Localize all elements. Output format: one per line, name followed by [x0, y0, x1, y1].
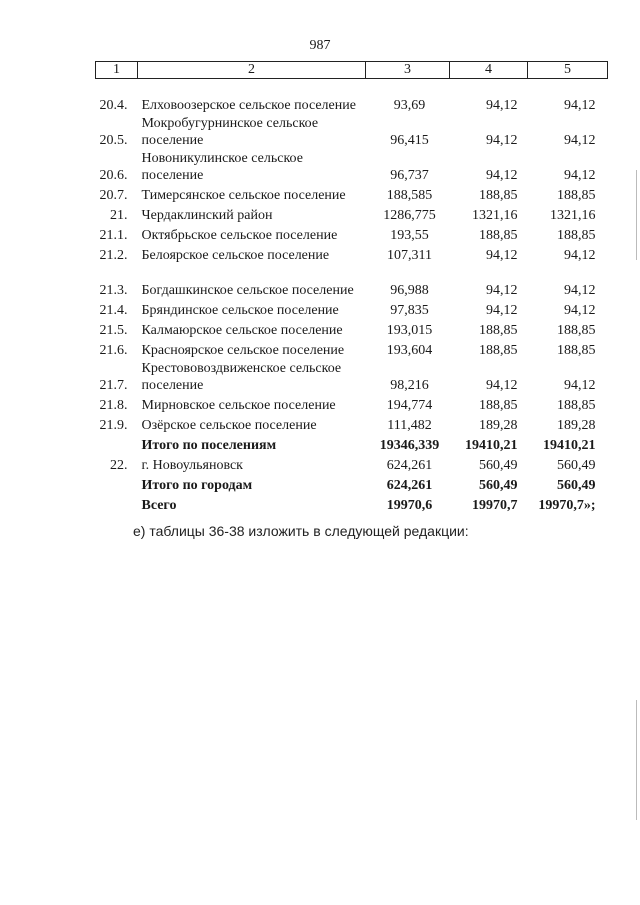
row-name-cell: Озёрское сельское поселение	[141, 417, 317, 433]
value-col4-cell: 1321,16	[472, 207, 518, 223]
value-col3-cell: 624,261	[386, 477, 433, 493]
row-number-cell: 22.	[110, 457, 128, 473]
value-col3-cell: 19346,339	[379, 437, 440, 453]
value-col5-cell: 19970,7»;	[538, 497, 596, 513]
row-number-cell: 21.8.	[99, 397, 128, 413]
value-col3-cell: 96,737	[390, 167, 429, 183]
row-name-cell: Мирновское сельское поселение	[141, 397, 336, 413]
value-col5-cell: 188,85	[557, 322, 596, 338]
table-row	[96, 474, 608, 494]
value-col3-cell: 193,015	[386, 322, 433, 338]
table-row	[96, 454, 608, 474]
value-col3-cell: 188,585	[386, 187, 433, 203]
row-number-cell: 21.7.	[99, 377, 128, 393]
scan-edge-mark	[636, 700, 637, 820]
value-col5-cell: 1321,16	[550, 207, 596, 223]
row-name-cell: Крестововоздвиженское сельское поселение	[141, 360, 342, 393]
page-number: 987	[309, 38, 331, 53]
value-col4-cell: 188,85	[479, 342, 518, 358]
table-body	[96, 79, 608, 514]
row-number-cell: 21.2.	[99, 247, 128, 263]
header-cell: 4	[450, 62, 528, 79]
value-col3-cell: 97,835	[390, 302, 429, 318]
row-name-cell: Белоярское сельское поселение	[141, 247, 330, 263]
row-number-cell: 21.5.	[99, 322, 128, 338]
row-name-cell: г. Новоульяновск	[141, 457, 243, 473]
row-name-cell: Октябрьское сельское поселение	[141, 227, 338, 243]
row-number-cell: 20.5.	[99, 132, 128, 148]
value-col3-cell: 194,774	[386, 397, 433, 413]
row-number-cell	[96, 434, 138, 454]
table-row	[96, 149, 608, 184]
value-col5-cell: 94,12	[564, 97, 596, 113]
row-number-cell: 21.9.	[99, 417, 128, 433]
value-col5-cell: 94,12	[564, 282, 596, 298]
value-col4-cell: 94,12	[486, 97, 518, 113]
value-col3-cell: 96,415	[390, 132, 429, 148]
value-col3-cell: 193,55	[390, 227, 429, 243]
value-col3-cell: 107,311	[387, 247, 432, 263]
header-cell: 1	[96, 62, 138, 79]
row-number-cell: 20.6.	[99, 167, 128, 183]
data-table	[95, 61, 608, 514]
table-row	[96, 494, 608, 514]
value-col4-cell: 94,12	[486, 247, 518, 263]
value-col3-cell: 98,216	[390, 377, 429, 393]
value-col5-cell: 94,12	[564, 132, 596, 148]
row-number-cell: 21.3.	[99, 282, 128, 298]
table-row	[96, 204, 608, 224]
value-col5-cell: 189,28	[557, 417, 596, 433]
row-number-cell: 21.1.	[99, 227, 128, 243]
value-col5-cell: 188,85	[557, 397, 596, 413]
value-col4-cell: 94,12	[486, 282, 518, 298]
value-col5-cell: 188,85	[557, 187, 596, 203]
row-name-cell: Итого по городам	[141, 477, 253, 493]
table-row	[96, 264, 608, 299]
value-col3-cell: 96,988	[390, 282, 429, 298]
table-row	[96, 244, 608, 264]
value-col3-cell: 193,604	[386, 342, 433, 358]
table-row	[96, 79, 608, 114]
value-col5-cell: 560,49	[557, 477, 596, 493]
row-name-cell: Калмаюрское сельское поселение	[141, 322, 343, 338]
value-col5-cell: 94,12	[564, 167, 596, 183]
row-number-cell: 20.4.	[99, 97, 128, 113]
value-col4-cell: 560,49	[479, 457, 518, 473]
value-col5-cell: 94,12	[564, 302, 596, 318]
table-row	[96, 359, 608, 394]
header-cell: 3	[366, 62, 450, 79]
table-row	[96, 394, 608, 414]
value-col3-cell: 19970,6	[386, 497, 433, 513]
row-number-cell	[96, 474, 138, 494]
value-col4-cell: 188,85	[479, 397, 518, 413]
scan-edge-mark	[636, 170, 637, 260]
value-col4-cell: 189,28	[479, 417, 518, 433]
row-number-cell	[96, 494, 138, 514]
value-col4-cell: 19970,7	[472, 497, 518, 513]
table-row	[96, 299, 608, 319]
row-name-cell: Елховоозерское сельское поселение	[141, 97, 356, 113]
value-col4-cell: 94,12	[486, 302, 518, 318]
amendment-note: е) таблицы 36-38 изложить в следующей редакции:	[133, 523, 469, 539]
header-cell: 2	[138, 62, 366, 79]
value-col5-cell: 94,12	[564, 247, 596, 263]
table-row	[96, 114, 608, 149]
row-name-cell: Мокробугурнинское сельское поселение	[141, 115, 319, 148]
value-col4-cell: 94,12	[486, 132, 518, 148]
header-cell: 5	[528, 62, 608, 79]
value-col5-cell: 188,85	[557, 227, 596, 243]
row-name-cell: Чердаклинский район	[141, 207, 273, 223]
value-col4-cell: 94,12	[486, 377, 518, 393]
row-number-cell: 21.6.	[99, 342, 128, 358]
value-col4-cell: 94,12	[486, 167, 518, 183]
row-number-cell: 21.	[110, 207, 128, 223]
row-name-cell: Всего	[141, 497, 177, 513]
table-row	[96, 414, 608, 434]
table-row	[96, 224, 608, 244]
value-col3-cell: 1286,775	[383, 207, 436, 223]
row-name-cell: Бряндинское сельское поселение	[141, 302, 339, 318]
row-name-cell: Итого по поселениям	[141, 437, 277, 453]
value-col3-cell: 111,482	[387, 417, 432, 433]
value-col5-cell: 560,49	[557, 457, 596, 473]
row-number-cell: 21.4.	[99, 302, 128, 318]
row-number-cell: 20.7.	[99, 187, 128, 203]
value-col3-cell: 93,69	[393, 97, 426, 113]
value-col5-cell: 94,12	[564, 377, 596, 393]
value-col5-cell: 19410,21	[543, 437, 596, 453]
value-col4-cell: 188,85	[479, 227, 518, 243]
value-col5-cell: 188,85	[557, 342, 596, 358]
value-col3-cell: 624,261	[386, 457, 433, 473]
table-row	[96, 339, 608, 359]
table-row	[96, 319, 608, 339]
value-col4-cell: 188,85	[479, 187, 518, 203]
table-row	[96, 184, 608, 204]
row-name-cell: Тимерсянское сельское поселение	[141, 187, 346, 203]
row-name-cell: Богдашкинское сельское поселение	[141, 282, 354, 298]
row-name-cell: Новоникулинское сельское поселение	[141, 150, 303, 183]
header-row	[96, 62, 608, 79]
value-col4-cell: 560,49	[479, 477, 518, 493]
value-col4-cell: 19410,21	[465, 437, 518, 453]
row-name-cell: Красноярское сельское поселение	[141, 342, 345, 358]
value-col4-cell: 188,85	[479, 322, 518, 338]
table-row	[96, 434, 608, 454]
